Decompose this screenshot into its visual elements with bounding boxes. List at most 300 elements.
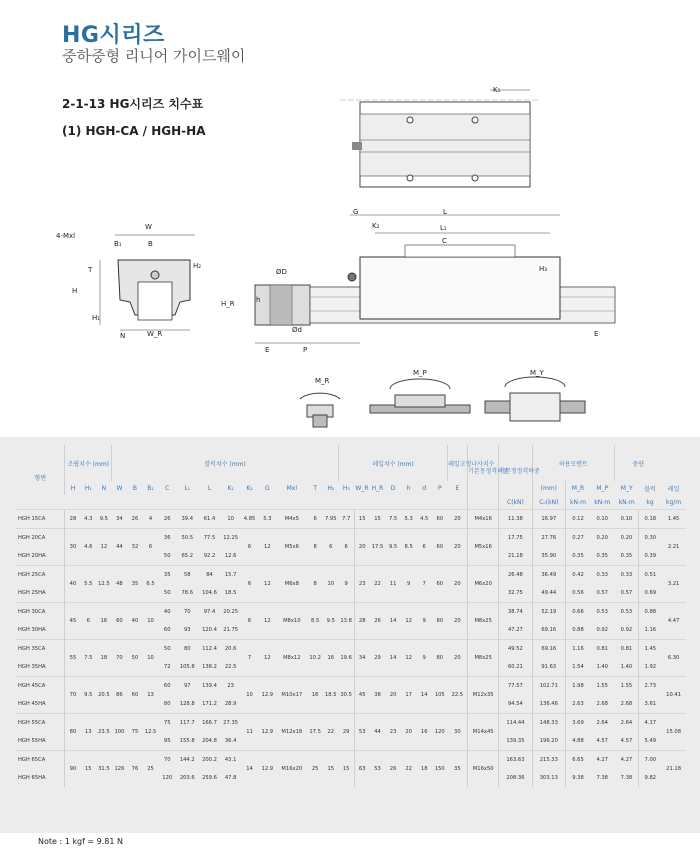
cell: 7.95 <box>323 510 339 529</box>
cell: 5.3 <box>401 510 417 529</box>
cell: 21.18 <box>661 751 686 788</box>
col-header: C(kN) <box>499 495 532 510</box>
cell: 12.5 <box>96 566 112 603</box>
cell: 1.98 <box>566 677 590 696</box>
cell: 12 <box>258 640 276 677</box>
cell: 34 <box>354 640 370 677</box>
model-cell: HGH 30HA <box>18 627 46 633</box>
cell: 17.5 <box>307 714 323 751</box>
label-h: H <box>72 287 78 295</box>
cell: 0.18 <box>639 510 661 529</box>
cell: 4.6 <box>81 529 97 566</box>
cell: 0.53 <box>614 603 638 622</box>
cell: 18.5 <box>224 590 237 596</box>
col-header: 레일 <box>667 485 680 493</box>
model-cell: HGH 55HA <box>18 738 46 744</box>
cell: 6 <box>241 529 259 566</box>
col-header-blank <box>198 495 220 510</box>
cell: 77.5 <box>198 529 220 548</box>
cell: 23.5 <box>96 714 112 751</box>
cell: 97 <box>176 677 198 696</box>
cell: 208.36 <box>499 769 532 787</box>
col-header: K₁ <box>227 484 234 492</box>
cell: 70 <box>65 677 81 714</box>
cell: 1.40 <box>620 664 633 670</box>
cell: 86 <box>112 677 128 714</box>
cell: 7.00 <box>639 751 661 770</box>
cell: 60 <box>112 603 128 640</box>
unit-header: kg/m <box>666 498 682 506</box>
col-header-blank <box>276 495 307 510</box>
cell: 9 <box>339 566 355 603</box>
cell: 0.57 <box>596 590 608 596</box>
cell: 3.61 <box>639 695 661 714</box>
cell: 166.7 <box>198 714 220 733</box>
cell: 8 <box>307 566 323 603</box>
cell: 10.2 <box>307 640 323 677</box>
cell: 4.5 <box>416 510 432 529</box>
dimension-table-panel <box>0 437 700 833</box>
cell: 9.5 <box>96 510 112 529</box>
cell: 1.16 <box>566 640 590 659</box>
cell: 65.2 <box>181 553 194 559</box>
header-block: 블럭치수 (mm) <box>112 445 339 481</box>
header-rail-screw: 레일고정나사치수 <box>448 445 468 481</box>
cell: 45 <box>65 603 81 640</box>
cell: 1.55 <box>590 677 615 696</box>
cell: 28 <box>65 510 81 529</box>
col-header-blank <box>221 495 241 510</box>
subsection-heading: (1) HGH-CA / HGH-HA <box>62 124 206 138</box>
cell: 6 <box>143 529 159 566</box>
cell: 9.5 <box>385 529 401 566</box>
col-header-blank <box>370 495 386 510</box>
col-header-blank <box>354 495 370 510</box>
cell: 138.2 <box>202 664 217 670</box>
cell: 97.4 <box>198 603 220 622</box>
col-header-blank <box>468 495 499 510</box>
cell: M4x5 <box>276 510 307 529</box>
cell: 12 <box>258 566 276 603</box>
cell: 60 <box>432 566 448 603</box>
model-cell: HGH 65HA <box>18 775 46 781</box>
cell: 95 <box>163 738 171 744</box>
cell: 10.41 <box>661 677 686 714</box>
cell: 29 <box>370 640 386 677</box>
cell: 35 <box>448 751 468 788</box>
cell: 49.44 <box>532 584 565 603</box>
cell: 0.27 <box>566 529 590 548</box>
cell: 22 <box>323 714 339 751</box>
cell: 7 <box>416 566 432 603</box>
cell: 61.4 <box>198 510 220 529</box>
cell: 43.1 <box>221 751 241 770</box>
cell: 32.75 <box>499 584 532 603</box>
cell: 80 <box>65 714 81 751</box>
cell: M6x8 <box>276 566 307 603</box>
cell: 16 <box>416 714 432 751</box>
cell: 0.92 <box>620 627 633 633</box>
table-row <box>16 640 686 659</box>
cell: 53 <box>370 751 386 788</box>
cell: 163.63 <box>499 751 532 770</box>
dimension-table <box>16 445 686 787</box>
cell: M16x50 <box>468 751 499 788</box>
cell: 11 <box>385 566 401 603</box>
cell: 0.56 <box>566 584 590 603</box>
label-h3: H₃ <box>539 265 548 273</box>
cell: 12 <box>258 529 276 566</box>
cell: 0.42 <box>566 566 590 585</box>
cell: 2.21 <box>661 529 686 566</box>
cell: 14 <box>416 677 432 714</box>
label-h-small: h <box>256 296 261 304</box>
label-e-left: E <box>265 346 270 354</box>
cell: 15.08 <box>661 714 686 751</box>
cell: 171.2 <box>202 701 217 707</box>
cell: 1.92 <box>639 658 661 677</box>
cell: 27.35 <box>221 714 241 733</box>
cell: 76 <box>127 751 143 788</box>
label-h1: H₁ <box>92 314 101 322</box>
col-header: E <box>455 484 460 492</box>
cell: 4 <box>143 510 159 529</box>
cell: 0.88 <box>639 603 661 622</box>
cell: 69.16 <box>532 621 565 640</box>
cell: M12x35 <box>468 677 499 714</box>
cell: 105.8 <box>179 664 195 670</box>
cell: 80 <box>176 640 198 659</box>
cell: 5.5 <box>81 566 97 603</box>
cell: 92.2 <box>203 553 216 559</box>
side-view-drawing <box>250 205 620 350</box>
model-cell: HGH 35HA <box>18 664 46 670</box>
label-h2: H₂ <box>193 262 202 270</box>
col-header: B <box>132 484 138 492</box>
cell: 20 <box>448 529 468 566</box>
col-header: M_P <box>596 484 609 492</box>
cell: M14x45 <box>468 714 499 751</box>
cell: 1.45 <box>661 510 686 529</box>
cell: 50 <box>163 553 171 559</box>
cell: 15.7 <box>221 566 241 585</box>
cell: 12.9 <box>258 751 276 788</box>
col-header: H <box>65 481 81 495</box>
cell: 12 <box>258 603 276 640</box>
cell: 23 <box>385 714 401 751</box>
cell: 60 <box>432 529 448 566</box>
label-p: P <box>303 346 308 354</box>
col-header: G <box>265 484 270 492</box>
cell: 7.38 <box>596 775 608 781</box>
cell: 20 <box>401 714 417 751</box>
cell: 94.54 <box>499 695 532 714</box>
cell: 2.68 <box>620 701 633 707</box>
label-hr: H_R <box>221 300 235 308</box>
cell: 22.5 <box>448 677 468 714</box>
cell: 120 <box>162 775 173 781</box>
cell: 9.38 <box>566 769 590 787</box>
cell: 9.5 <box>323 603 339 640</box>
cell: 38 <box>370 677 386 714</box>
cell: 50 <box>158 640 176 659</box>
cell: 200.2 <box>198 751 220 770</box>
cell: 6 <box>241 566 259 603</box>
cell: 49.52 <box>499 640 532 659</box>
col-header-blank <box>401 495 417 510</box>
cell: 17 <box>401 677 417 714</box>
cell: 14 <box>241 751 259 788</box>
cell: 114.44 <box>499 714 532 733</box>
cell: 0.69 <box>639 584 661 603</box>
cell: 20 <box>448 566 468 603</box>
label-b1: B₁ <box>114 240 122 248</box>
cell: 93 <box>183 627 191 633</box>
col-header-blank <box>112 495 128 510</box>
model-cell: HGH 45CA <box>16 677 65 696</box>
col-header: H₃ <box>342 484 350 492</box>
cell: 16 <box>307 677 323 714</box>
model-cell: HGH 30CA <box>16 603 65 622</box>
col-header: T <box>313 484 317 492</box>
cell: 2.64 <box>590 714 615 733</box>
cell: 7.5 <box>81 640 97 677</box>
model-cell: HGH 20HA <box>18 553 46 559</box>
cell: 22 <box>401 751 417 788</box>
cell: 0.66 <box>566 603 590 622</box>
cell: 8.5 <box>307 603 323 640</box>
cell: 0.81 <box>614 640 638 659</box>
col-header-blank <box>323 495 339 510</box>
cell: 139.4 <box>198 677 220 696</box>
cell: 26 <box>385 751 401 788</box>
cell: 35.90 <box>532 547 565 566</box>
cell: 303.13 <box>532 769 565 787</box>
cell: M12x18 <box>276 714 307 751</box>
unit-header: kN-m <box>594 498 611 506</box>
cell: 120 <box>432 714 448 751</box>
cell: 60 <box>432 510 448 529</box>
cell: 19.6 <box>339 640 355 677</box>
cell: 7 <box>241 640 259 677</box>
col-header: W_R <box>355 484 369 492</box>
col-header: 블럭 <box>644 485 656 493</box>
cell: 22 <box>370 566 386 603</box>
cell: 60 <box>158 677 176 696</box>
col-header-blank <box>65 495 81 510</box>
cell: 0.57 <box>620 590 633 596</box>
col-header: N <box>101 484 107 492</box>
cell: 1.55 <box>614 677 638 696</box>
cell: 9.5 <box>81 677 97 714</box>
cell: M8x25 <box>468 603 499 640</box>
cell: 20.25 <box>221 603 241 622</box>
cell: 148.33 <box>532 714 565 733</box>
label-w: W <box>145 223 152 231</box>
cell: 29 <box>339 714 355 751</box>
unit-header: kN-m <box>618 498 635 506</box>
cell: 155.8 <box>179 738 195 744</box>
unit-header: kN-m <box>566 495 590 510</box>
cell: 60.21 <box>499 658 532 677</box>
cell: 28 <box>354 603 370 640</box>
cell: 25 <box>307 751 323 788</box>
col-header-blank <box>432 495 448 510</box>
cell: 104.6 <box>202 590 217 596</box>
model-cell: HGH 15CA <box>16 510 65 529</box>
unit-header: kg <box>646 498 654 506</box>
cell: 0.35 <box>596 553 608 559</box>
cell: 1.16 <box>639 621 661 640</box>
footnote: Note : 1 kgf = 9.81 N <box>38 837 124 846</box>
cell: 0.39 <box>639 547 661 566</box>
cell: 11 <box>241 714 259 751</box>
cell: 47.8 <box>224 775 237 781</box>
table-row <box>16 677 686 696</box>
cell: 30 <box>65 529 81 566</box>
cell: M5x16 <box>468 529 499 566</box>
col-header-blank <box>158 495 176 510</box>
cell: 26 <box>127 510 143 529</box>
col-header: D <box>390 484 396 492</box>
cell: 18.5 <box>323 677 339 714</box>
col-header: M_R <box>566 481 590 495</box>
cell: 1.40 <box>596 664 608 670</box>
cell: 36 <box>158 529 176 548</box>
cell: 3.69 <box>566 714 590 733</box>
col-header: d <box>422 484 427 492</box>
cell: 12.9 <box>258 677 276 714</box>
cell: 60 <box>127 677 143 714</box>
cell: 4.3 <box>81 510 97 529</box>
col-header-blank <box>176 495 198 510</box>
page-title: HG시리즈 <box>62 23 165 48</box>
label-l: L <box>443 208 447 216</box>
table-row <box>16 529 686 548</box>
col-header-blank <box>81 495 97 510</box>
cell: 25 <box>143 751 159 788</box>
moment-mp-drawing <box>370 375 470 420</box>
cell: 21.18 <box>499 547 532 566</box>
cell: 126 <box>112 751 128 788</box>
cell: 0.12 <box>566 510 590 529</box>
cell: 215.33 <box>532 751 565 770</box>
cell: 14 <box>385 603 401 640</box>
cell: 4.57 <box>620 738 633 744</box>
col-header-blank <box>307 495 323 510</box>
col-header: L <box>207 484 212 492</box>
cell: 139.35 <box>499 732 532 751</box>
cell: 20 <box>385 677 401 714</box>
cell: 17.75 <box>499 529 532 548</box>
col-header: K₂ <box>246 484 253 492</box>
cell: 17.5 <box>370 529 386 566</box>
cell: 0.20 <box>614 529 638 548</box>
cell: 40 <box>158 603 176 622</box>
cell: 12 <box>401 640 417 677</box>
cell: 6 <box>339 529 355 566</box>
cell: 72 <box>163 664 171 670</box>
col-header: L₁ <box>184 484 191 492</box>
cell: 102.71 <box>532 677 565 696</box>
cell: 22.5 <box>224 664 237 670</box>
cell: 15 <box>354 510 370 529</box>
cell: 32 <box>127 529 143 566</box>
model-cell: HGH 25CA <box>16 566 65 585</box>
cell: M10x17 <box>276 677 307 714</box>
cell: 44 <box>370 714 386 751</box>
cell: 58 <box>176 566 198 585</box>
cell: 4.47 <box>661 603 686 640</box>
cell: 15 <box>339 751 355 788</box>
cell: 10 <box>221 510 241 529</box>
cell: 70 <box>158 751 176 770</box>
cell: 60 <box>163 627 171 633</box>
cell: 26 <box>370 603 386 640</box>
cell: 20 <box>448 603 468 640</box>
cell: 36.49 <box>532 566 565 585</box>
header-moment: 허용모멘트 <box>532 445 614 481</box>
cell: 38.74 <box>499 603 532 622</box>
cell: M8x25 <box>468 640 499 677</box>
col-header: H_R <box>371 484 384 492</box>
cell: 203.6 <box>179 775 195 781</box>
col-header: P <box>437 484 442 492</box>
col-header-blank <box>258 495 276 510</box>
cell: 13 <box>143 677 159 714</box>
cell: 8 <box>307 529 323 566</box>
header-model: 형번 <box>34 474 47 482</box>
cell: 144.2 <box>176 751 198 770</box>
cell: 9 <box>416 640 432 677</box>
label-my: M_Y <box>530 369 544 377</box>
cell: 26 <box>158 510 176 529</box>
cell: 0.88 <box>566 621 590 640</box>
cell: 6 <box>241 603 259 640</box>
cell: 18 <box>416 751 432 788</box>
cell: 40 <box>65 566 81 603</box>
model-cell: HGH 25HA <box>18 590 46 596</box>
label-k2: K₂ <box>372 222 380 230</box>
header-assembly: 조립치수 (mm) <box>65 445 112 481</box>
cell: 13.8 <box>339 603 355 640</box>
cell: 77.57 <box>499 677 532 696</box>
cell: 0.35 <box>620 553 633 559</box>
model-cell: HGH 35CA <box>16 640 65 659</box>
cell: 117.7 <box>176 714 198 733</box>
label-k1-top: K₁ <box>493 86 501 94</box>
cell: 20.6 <box>221 640 241 659</box>
cell: 13 <box>81 714 97 751</box>
header-static-load: 기본정정격하중 <box>499 445 532 495</box>
cell: 1.54 <box>566 658 590 677</box>
cell: 259.6 <box>202 775 217 781</box>
cell: 18 <box>96 640 112 677</box>
cell: 12 <box>401 603 417 640</box>
col-header: H₂ <box>327 484 335 492</box>
cell: 14 <box>385 640 401 677</box>
cell: 35 <box>158 566 176 585</box>
cell: 4.27 <box>590 751 615 770</box>
cell: 5.49 <box>639 732 661 751</box>
cell: 4.57 <box>596 738 608 744</box>
moment-mr-drawing <box>295 385 345 430</box>
model-cell: HGH 65CA <box>16 751 65 770</box>
cell: 30.5 <box>339 677 355 714</box>
cell: 50.5 <box>176 529 198 548</box>
cell: 80 <box>432 640 448 677</box>
cell: 4.27 <box>614 751 638 770</box>
